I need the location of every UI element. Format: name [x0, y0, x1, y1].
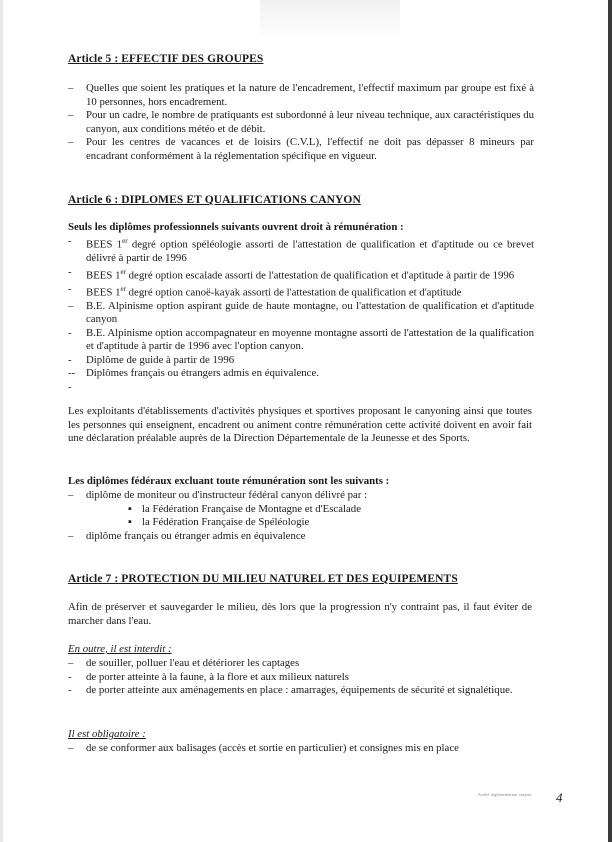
article-5-label: Article 5 : [68, 53, 119, 65]
footer-reference: Arrêté réglementation canyon [478, 792, 532, 797]
article-5-title: EFFECTIF DES GROUPES [121, 53, 264, 65]
article-6-heading [68, 194, 361, 206]
forbidden-label: En outre, il est interdit : [68, 643, 172, 655]
list-item: - BEES 1er degré option canoë-kayak assorti de l'attestation de qualification et d'aptitude [68, 282, 462, 299]
article-6-label: Article 6 : [68, 194, 119, 206]
article-6-intro: Seuls les diplômes professionnels suivants ouvrent droit à rémunération : [68, 221, 404, 233]
article-6-title: DIPLOMES ET QUALIFICATIONS CANYON [121, 194, 361, 206]
sub-list-item: ▪ la Fédération Française de Spéléologie [128, 516, 310, 528]
mandatory-label: Il est obligatoire : [68, 728, 146, 740]
scan-smudge [260, 0, 400, 40]
list-item: – B.E. Alpinisme option aspirant guide de haute montagne, ou l'attestation de qualification et d'aptitude canyon [68, 299, 534, 326]
scan-edge-left [0, 0, 3, 842]
list-item: – diplôme français ou étranger admis en équivalence [68, 529, 306, 542]
forbidden-list [68, 657, 534, 698]
page-number: 4 [556, 790, 563, 805]
article-7-title: PROTECTION DU MILIEU NATUREL ET DES EQUIPEMENTS [121, 573, 458, 585]
list-item: – Pour un cadre, le nombre de pratiquants est subordonné à leur niveau technique, aux caractéristiques du canyon, aux conditions météo et de débit. [68, 109, 534, 135]
list-item: – de souiller, polluer l'eau et détériorer les captages [68, 657, 300, 669]
list-item: - BEES 1er degré option escalade assorti de l'attestation de qualification et d'aptitude à partir de 1996 [68, 265, 515, 282]
list-item: – Pour les centres de vacances et de loisirs (C.V.L), l'effectif ne doit pas dépasser 8 mineurs par encadrant conformément à la réglementation spécifique en vigueur. [68, 136, 534, 162]
article-7-intro: Afin de préserver et sauvegarder le milieu, dès lors que la progression n'y contraint pas, il faut éviter de marcher dans l'eau. [68, 601, 532, 627]
article-5-heading [68, 53, 263, 65]
list-item: - Diplôme de guide à partir de 1996 [68, 353, 235, 366]
article-6-diploma-list [68, 235, 534, 394]
list-item: - de porter atteinte à la faune, à la flore et aux milieux naturels [68, 670, 349, 683]
list-item: – Quelles que soient les pratiques et la nature de l'encadrement, l'effectif maximum par groupe est fixé à 10 personnes, hors encadrement. [68, 82, 534, 108]
list-item: - BEES 1er degré option spéléologie assorti de l'attestation de qualification et d'aptitude ou ce brevet délivré à partir de 1996 [68, 235, 534, 265]
article-7-heading [68, 573, 458, 585]
article-7-label: Article 7 : [68, 573, 119, 585]
list-item: - B.E. Alpinisme option accompagnateur en moyenne montagne assorti de l'attestation de la qualification et d'aptitude à partir de 1996 avec l'option canyon. [68, 326, 534, 353]
list-item: – de se conformer aux balisages (accès et sortie en particulier) et consignes mis en place [68, 742, 459, 754]
scan-edge-right [608, 0, 612, 842]
mandatory-list [68, 742, 534, 756]
article-6-paragraph: Les exploitants d'établissements d'activités physiques et sportives proposant le canyoning ainsi que toutes les personnes qui enseignent, encadrent ou animent contre rémunération cette activité doivent en avoir fait une déclaration préalable auprès de la Direction Départementale de la Jeunesse et des Sports. [68, 405, 532, 444]
list-item: - [68, 380, 72, 393]
list-item: – diplôme de moniteur ou d'instructeur fédéral canyon délivré par : [68, 489, 368, 501]
article-5-list [68, 82, 534, 163]
list-item: - de porter atteinte aux aménagements en place : amarrages, équipements de sécurité et signalétique. [68, 684, 513, 696]
list-item: -- Diplômes français ou étrangers admis en équivalence. [68, 367, 319, 380]
sub-list-item: ▪ la Fédération Française de Montagne et d'Escalade [128, 502, 361, 515]
federal-list [68, 489, 534, 543]
federal-intro: Les diplômes fédéraux excluant toute rémunération sont les suivants : [68, 475, 390, 487]
